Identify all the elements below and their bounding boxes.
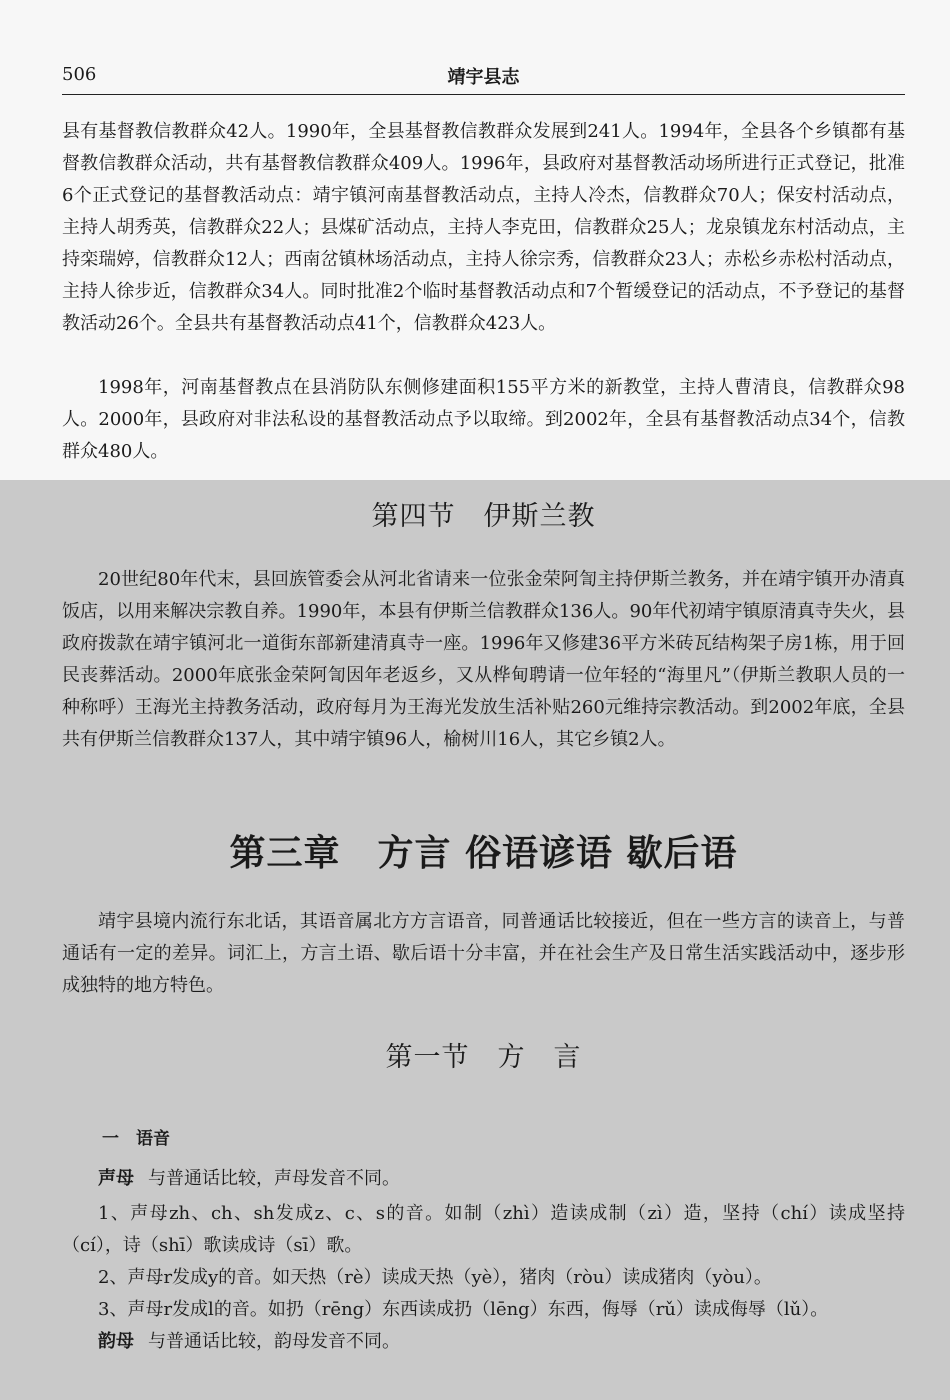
christianity-paragraph-1: 县有基督教信教群众42人。1990年，全县基督教信教群众发展到241人。1994年，全县各个乡镇都有基督教信教群众活动，共有基督教信教群众409人。1996年，县政府对基督教活动场所进行正式登记，批准6个正式登记的基督教活动点：靖宇镇河南基督教活动点，主持人冷杰，信教群众70人；保安村活动点，主持人胡秀英，信教群众22人；县煤矿活动点，主持人李克田，信教群众25人；龙泉镇龙东村活动点，主持栾瑞婷，信教群众12人；西南岔镇林场活动点，主持人徐宗秀，信教群众23人；赤松乡赤松村活动点，主持人徐步近，信教群众34人。同时批准2个临时基督教活动点和7个暂缓登记的活动点，不予登记的基督教活动26个。全县共有基督教活动点41个，信教群众423人。 — [62, 121, 905, 334]
chapter-intro: 靖宇县境内流行东北话，其语音属北方方言语音，同普通话比较接近，但在一些方言的读音上，与普通话有一定的差异。词汇上，方言土语、歇后语十分丰富，并在社会生产及日常生活实践活动中，逐步形成独特的地方特色。 — [62, 911, 905, 996]
running-title: 靖宇县志 — [447, 67, 520, 88]
subsection-phonetics: 一 语音 — [102, 1129, 170, 1149]
finals-text: 与普通话比较，韵母发音不同。 — [148, 1331, 400, 1352]
christianity-paragraph-2: 1998年，河南基督教点在县消防队东侧修建面积155平方米的新教堂，主持人曹清良，信教群众98人。2000年，县政府对非法私设的基督教活动点予以取缔。到2002年，全县有基督教活动点34个，信教群众480人。 — [62, 377, 905, 462]
initials-line — [62, 1163, 905, 1195]
initials-rule-3: 3、声母r发成l的音。如扔（rēng）东西读成扔（lēng）东西，侮辱（rǔ）读成侮辱（lǔ）。 — [98, 1299, 829, 1320]
finals-line — [62, 1326, 905, 1358]
page-header — [62, 62, 905, 95]
initials-rule-1: 1、声母zh、ch、sh发成z、c、s的音。如制（zhì）造读成制（zì）造，坚持（chí）读成坚持（cí），诗（shī）歌读成诗（sī）歌。 — [62, 1203, 905, 1256]
initials-label: 声母 — [98, 1168, 134, 1189]
initials-rule-2: 2、声母r发成y的音。如天热（rè）读成天热（yè），猪肉（ròu）读成猪肉（yòu）。 — [98, 1267, 772, 1288]
page-number: 506 — [62, 64, 97, 85]
chapter-title: 第三章 方言 俗语谚语 歇后语 — [229, 833, 738, 874]
section-title-dialect: 第一节 方 言 — [385, 1042, 582, 1073]
finals-label: 韵母 — [98, 1331, 134, 1352]
section-title-islam: 第四节 伊斯兰教 — [371, 501, 596, 532]
initials-text: 与普通话比较，声母发音不同。 — [148, 1168, 400, 1189]
islam-paragraph: 20世纪80年代末，县回族管委会从河北省请来一位张金荣阿訇主持伊斯兰教务，并在靖宇镇开办清真饭店，以用来解决宗教自养。1990年，本县有伊斯兰信教群众136人。90年代初靖宇镇原清真寺失火，县政府拨款在靖宇镇河北一道街东部新建清真寺一座。1996年又修建36平方米砖瓦结构架子房1栋，用于回民丧葬活动。2000年底张金荣阿訇因年老返乡，又从桦甸聘请一位年轻的“海里凡”（伊斯兰教职人员的一种称呼）王海光主持教务活动，政府每月为王海光发放生活补贴260元维持宗教活动。到2002年底，全县共有伊斯兰信教群众137人，其中靖宇镇96人，榆树川16人，其它乡镇2人。 — [62, 569, 905, 750]
